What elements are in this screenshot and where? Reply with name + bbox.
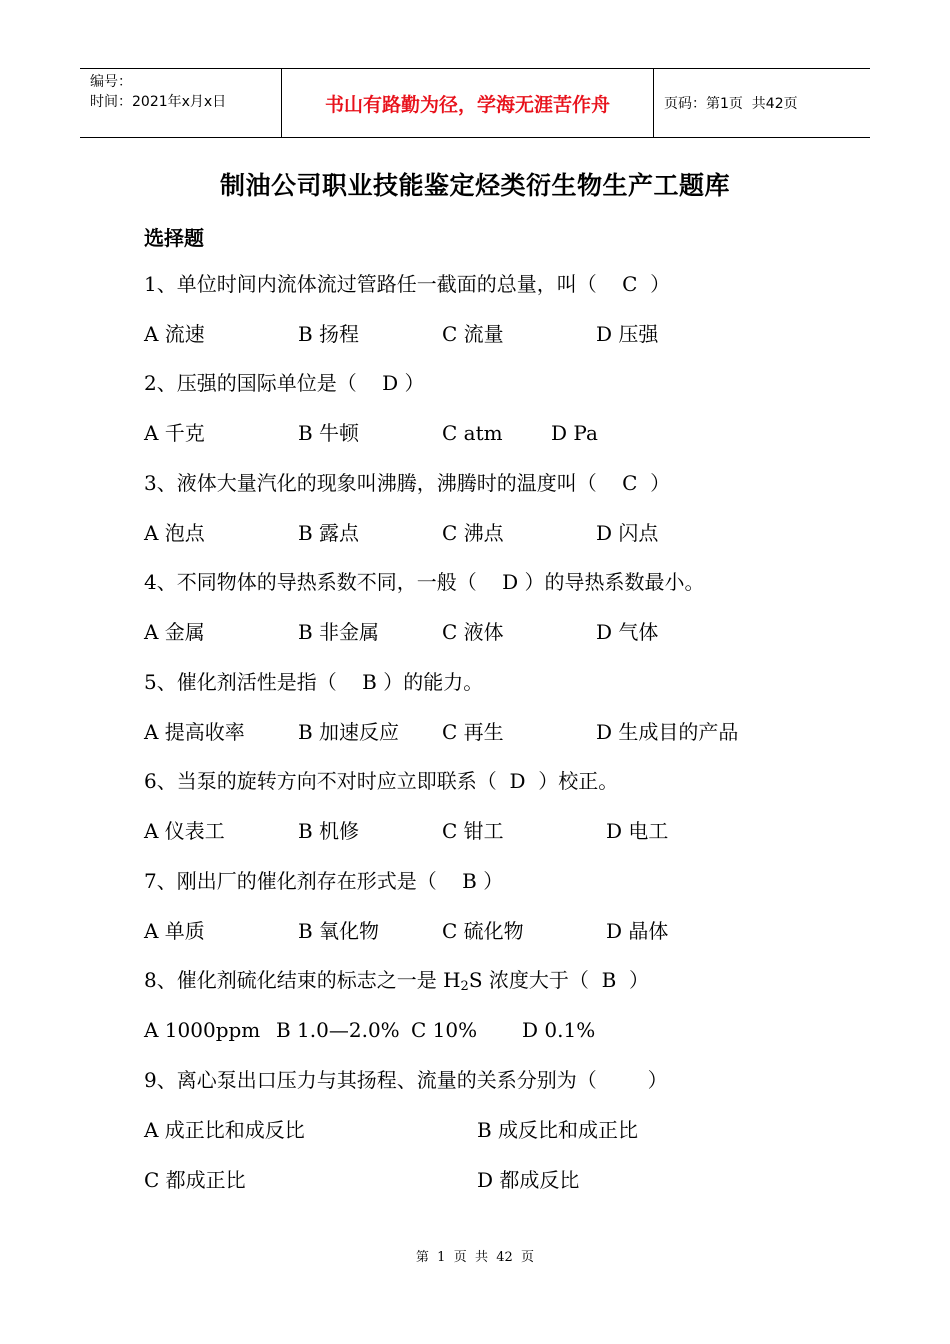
- option-5d: D 生成目的产品: [596, 720, 739, 744]
- date-line: 时间：2021年x月x日: [90, 94, 227, 110]
- option-1d: D 压强: [596, 322, 659, 346]
- section-heading: 选择题: [144, 226, 204, 250]
- option-9d: D 都成反比: [477, 1168, 580, 1192]
- question-6: 6、当泵的旋转方向不对时应立即联系（ D ）校正。: [144, 769, 619, 793]
- option-8b: B 1.0—2.0%: [276, 1018, 400, 1042]
- option-7c: C 硫化物: [442, 919, 524, 943]
- option-6c: C 钳工: [442, 819, 504, 843]
- option-3d: D 闪点: [596, 521, 659, 545]
- question-2: 2、压强的国际单位是（ D ）: [144, 371, 425, 395]
- header-meta-cell: [80, 69, 282, 137]
- option-3c: C 沸点: [442, 521, 504, 545]
- question-8-subscript: 2: [460, 979, 469, 994]
- question-9: 9、离心泵出口压力与其扬程、流量的关系分别为（ ）: [144, 1068, 668, 1092]
- question-7: 7、刚出厂的催化剂存在形式是（ B ）: [144, 869, 504, 893]
- header-motto-cell: [282, 69, 654, 137]
- option-7d: D 晶体: [606, 919, 669, 943]
- option-2d: D Pa: [551, 421, 598, 445]
- option-6b: B 机修: [298, 819, 360, 843]
- option-3a: A 泡点: [144, 521, 205, 545]
- option-7a: A 单质: [144, 919, 205, 943]
- option-9c: C 都成正比: [144, 1168, 246, 1192]
- option-1b: B 扬程: [298, 322, 360, 346]
- option-3b: B 露点: [298, 521, 360, 545]
- option-6a: A 仪表工: [144, 819, 225, 843]
- question-1: 1、单位时间内流体流过管路任一截面的总量，叫（ C ）: [144, 272, 671, 296]
- question-8-post: S 浓度大于（ B ）: [468, 968, 649, 992]
- document-title: 制油公司职业技能鉴定烃类衍生物生产工题库: [219, 171, 730, 200]
- question-8-pre: 8、催化剂硫化结束的标志之一是 H: [144, 968, 461, 992]
- option-4d: D 气体: [596, 620, 659, 644]
- option-5b: B 加速反应: [298, 720, 400, 744]
- header-page-cell: [654, 69, 870, 137]
- page-info: 页码：第1页 共42页: [664, 96, 798, 112]
- option-2c: C atm: [442, 421, 503, 445]
- option-1a: A 流速: [144, 322, 205, 346]
- option-5a: A 提高收率: [144, 720, 245, 744]
- option-8c: C 10%: [411, 1018, 478, 1042]
- option-7b: B 氧化物: [298, 919, 380, 943]
- option-9b: B 成反比和成正比: [477, 1118, 639, 1142]
- option-4b: B 非金属: [298, 620, 380, 644]
- option-2a: A 千克: [144, 421, 205, 445]
- option-8a: A 1000ppm: [144, 1018, 261, 1042]
- option-4c: C 液体: [442, 620, 504, 644]
- question-3: 3、液体大量汽化的现象叫沸腾，沸腾时的温度叫（ C ）: [144, 471, 671, 495]
- motto: 书山有路勤为径，学海无涯苦作舟: [324, 93, 610, 116]
- question-5: 5、催化剂活性是指（ B ）的能力。: [144, 670, 484, 694]
- document-header: [80, 68, 870, 138]
- question-4: 4、不同物体的导热系数不同，一般（ D ）的导热系数最小。: [144, 570, 705, 594]
- serial-label: 编号：: [90, 74, 132, 90]
- option-1c: C 流量: [442, 322, 504, 346]
- option-9a: A 成正比和成反比: [144, 1118, 305, 1142]
- page-footer: 第 1 页 共 42 页: [415, 1250, 535, 1265]
- option-6d: D 电工: [606, 819, 669, 843]
- option-4a: A 金属: [144, 620, 205, 644]
- option-2b: B 牛顿: [298, 421, 360, 445]
- option-5c: C 再生: [442, 720, 504, 744]
- question-8: [144, 967, 649, 1000]
- option-8d: D 0.1%: [522, 1018, 596, 1042]
